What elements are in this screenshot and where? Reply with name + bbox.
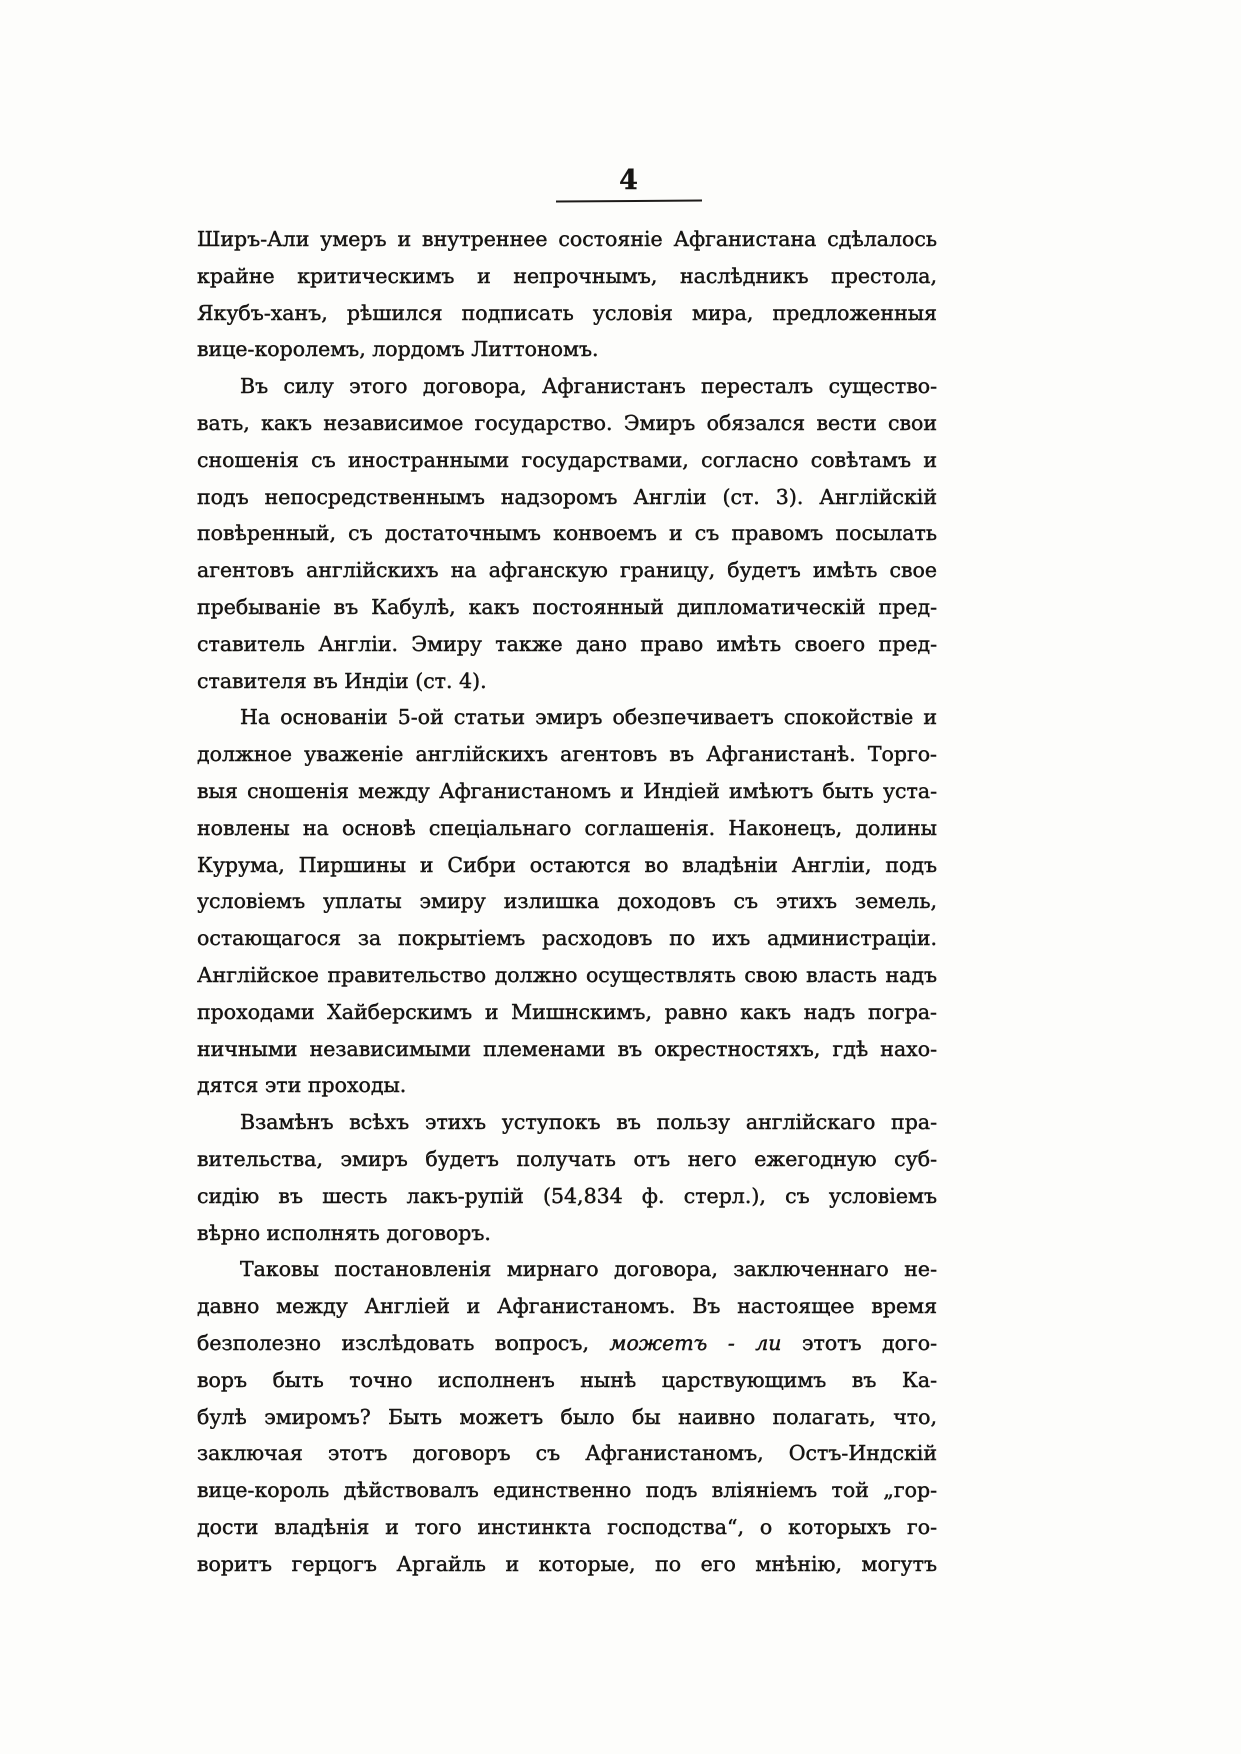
text-line: Взамѣнъ всѣхъ этихъ уступокъ въ пользу англійскаго пра- [240, 1110, 937, 1135]
text-line: давно между Англіей и Афганистаномъ. Въ настоящее время [197, 1294, 937, 1319]
text-line: сношенія съ иностранными государствами, согласно совѣтамъ и [197, 447, 937, 472]
text-line: выя сношенія между Афганистаномъ и Индіей имѣютъ быть уста- [197, 778, 937, 803]
text-line: воръ быть точно исполненъ нынѣ царствующимъ въ Ка- [197, 1367, 937, 1392]
text-line: вительства, эмиръ будетъ получать отъ него ежегодную суб- [197, 1146, 937, 1171]
page-header [556, 166, 702, 202]
text-line: заключая этотъ договоръ съ Афганистаномъ, Остъ-Индскій [197, 1441, 937, 1466]
text-line: дости владѣнія и того инстинкта господства“, о которыхъ го- [197, 1514, 937, 1539]
text-line: На основаніи 5-ой статьи эмиръ обезпечиваетъ спокойствіе и [240, 705, 937, 730]
text-segment: безполезно изслѣдовать вопросъ, [197, 1330, 610, 1355]
text-line: условіемъ уплаты эмиру излишка доходовъ съ этихъ земель, [197, 889, 937, 914]
text-line: дятся эти проходы. [197, 1073, 407, 1098]
text-segment: этотъ дого- [781, 1330, 938, 1355]
text-line: подъ непосредственнымъ надзоромъ Англіи (ст. 3). Англійскій [197, 484, 937, 509]
text-line: остающагося за покрытіемъ расходовъ по ихъ администраціи. [197, 926, 937, 951]
text-line: крайне критическимъ и непрочнымъ, наслѣдникъ престола, [197, 263, 937, 288]
text-line: Въ силу этого договора, Афганистанъ пересталъ существо- [240, 374, 937, 399]
text-line: должное уваженіе англійскихъ агентовъ въ Афганистанѣ. Торго- [197, 742, 937, 767]
paragraph-3 [197, 699, 937, 1104]
text-line: вице-король дѣйствовалъ единственно подъ вліяніемъ той „гор- [197, 1478, 937, 1503]
text-line: пребываніе въ Кабулѣ, какъ постоянный дипломатическій пред- [197, 594, 937, 619]
text-line: проходами Хайберскимъ и Мишнскимъ, равно какъ надъ погра- [197, 999, 937, 1024]
text-line: вице-королемъ, лордомъ Литтономъ. [197, 337, 599, 362]
text-line: ничными независимыми племенами въ окрестностяхъ, гдѣ нахо- [197, 1036, 937, 1061]
text-line: сидію въ шесть лакъ-рупій (54,834 ф. стерл.), съ условіемъ [197, 1183, 937, 1208]
page-number: 4 [619, 165, 639, 196]
text-line: повѣренный, съ достаточнымъ конвоемъ и съ правомъ посылать [197, 521, 937, 546]
text-line: новлены на основѣ спеціальнаго соглашенія. Наконецъ, долины [197, 815, 937, 840]
text-line: Курума, Пиршины и Сибри остаются во владѣніи Англіи, подъ [197, 852, 937, 877]
text-line: вать, какъ независимое государство. Эмиръ обязался вести свои [197, 410, 937, 435]
text-line: Ширъ-Али умеръ и внутреннее состояніе Афганистана сдѣлалось [197, 227, 937, 251]
paragraph-2 [197, 368, 937, 699]
paragraph-4 [197, 1104, 937, 1251]
text-line [197, 1325, 937, 1362]
text-line: вѣрно исполнять договоръ. [197, 1220, 491, 1245]
paragraph-5 [197, 1251, 937, 1582]
body-text [197, 221, 937, 1582]
text-line: булѣ эмиромъ? Быть можетъ было бы наивно полагать, что, [197, 1404, 937, 1429]
text-line: агентовъ англійскихъ на афганскую границу, будетъ имѣть свое [197, 558, 937, 583]
text-line: воритъ герцогъ Аргайль и которые, по его мнѣнію, могутъ [197, 1551, 937, 1576]
text-line: ставитель Англіи. Эмиру также дано право имѣть своего пред- [197, 631, 937, 656]
paragraph-1 [197, 221, 937, 368]
text-line: ставителя въ Индіи (ст. 4). [197, 668, 487, 693]
text-line: Якубъ-ханъ, рѣшился подписать условія мира, предложенныя [197, 300, 937, 325]
text-line: Англійское правительство должно осуществлять свою власть надъ [197, 962, 937, 987]
header-rule [556, 200, 702, 203]
italic-phrase: можетъ - ли [609, 1330, 782, 1355]
text-line: Таковы постановленія мирнаго договора, заключеннаго не- [240, 1257, 937, 1282]
